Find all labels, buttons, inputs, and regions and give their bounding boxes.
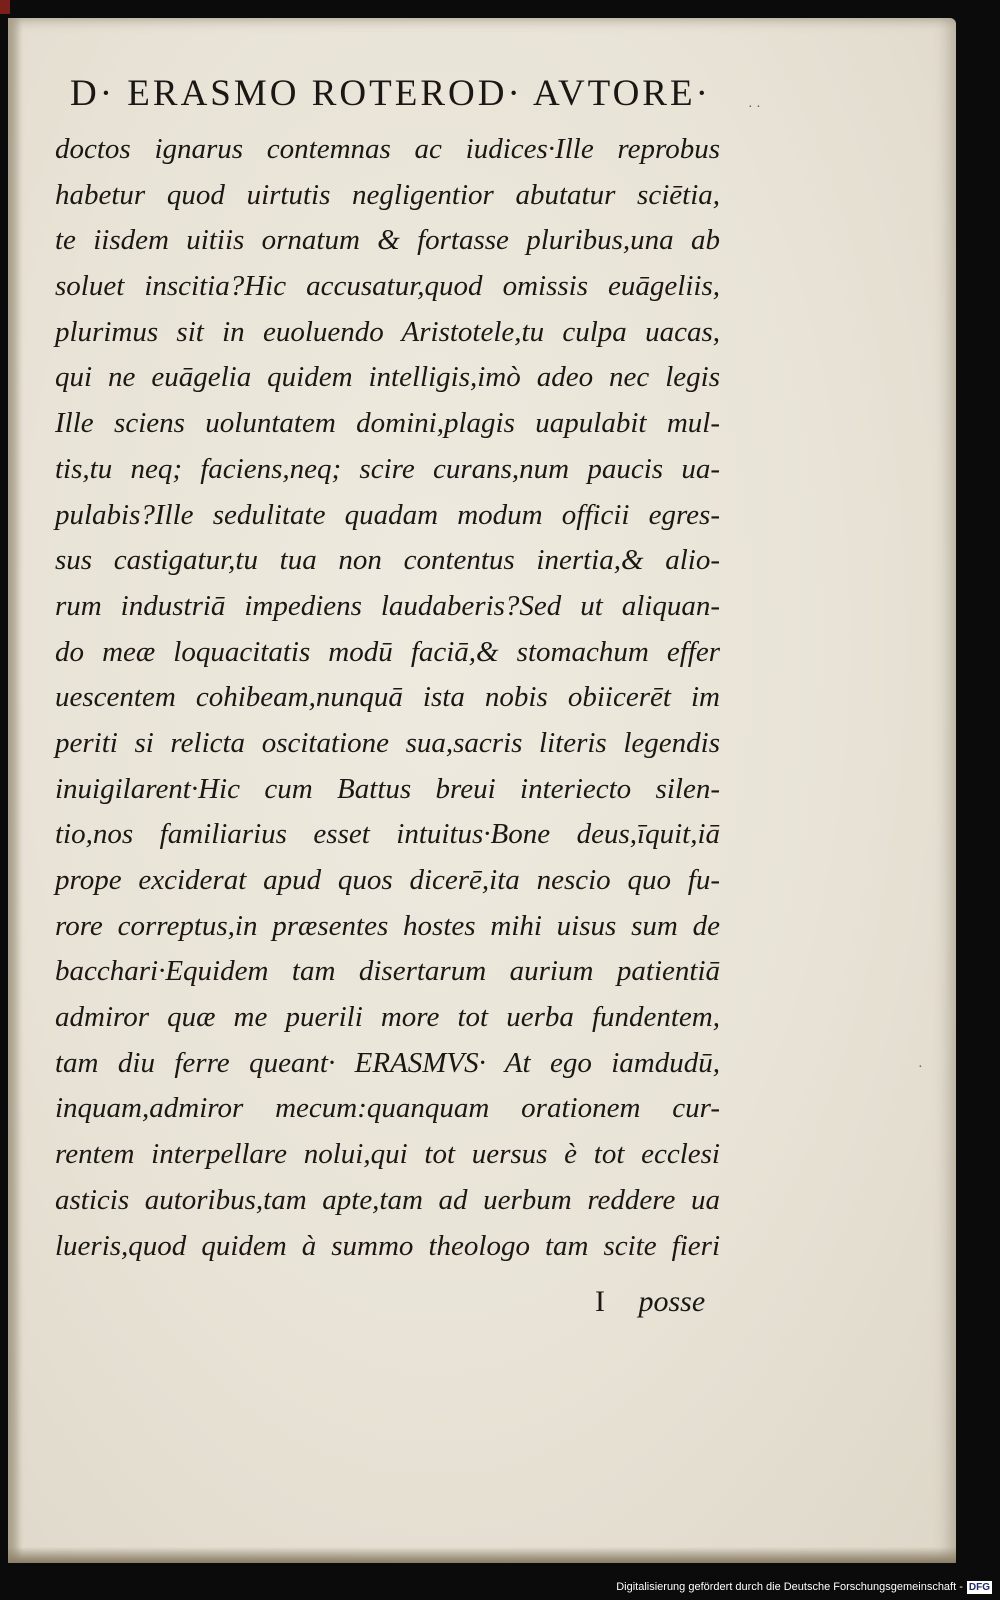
- text-line: uescentem cohibeam,nunquā ista nobis obiicerēt im: [55, 681, 720, 714]
- text-line: rentem interpellare nolui,qui tot uersus è tot ecclesi: [55, 1138, 720, 1171]
- text-line: admiror quæ me puerili more tot uerba fundentem,: [55, 1001, 720, 1034]
- text-line: pulabis?Ille sedulitate quadam modum officii egres-: [55, 498, 720, 531]
- text-line: periti si relicta oscitatione sua,sacris literis legendis: [55, 726, 720, 759]
- text-line: te iisdem uitiis ornatum & fortasse pluribus,una ab: [55, 224, 720, 257]
- digitization-footer: [616, 1576, 992, 1598]
- page-gutter-shadow: [8, 18, 22, 1563]
- corner-mark: [0, 0, 10, 14]
- text-line: prope exciderat apud quos dicerē,ita nescio quo fu-: [55, 864, 720, 896]
- catchword-line: [595, 1285, 725, 1319]
- text-line: rore correptus,in præsentes hostes mihi uisus sum de: [55, 909, 720, 942]
- body-text: [55, 127, 720, 1269]
- footer-text: Digitalisierung gefördert durch die Deutsche Forschungsgemeinschaft -: [616, 1581, 963, 1593]
- text-line: bacchari·Equidem tam disertarum aurium patientiā: [55, 955, 720, 988]
- speck-mark: · ·: [748, 100, 761, 115]
- text-line: soluet inscitia?Hic accusatur,quod omissis euāgeliis,: [55, 270, 720, 303]
- speck-mark: ·: [918, 1060, 923, 1075]
- text-line: habetur quod uirtutis negligentior abutatur sciētia,: [55, 178, 720, 211]
- text-line: sus castigatur,tu tua non contentus inertia,& alio-: [55, 544, 720, 577]
- text-line: lueris,quod quidem à summo theologo tam scite fieri: [55, 1229, 720, 1262]
- text-line: tam diu ferre queant· ERASMVS· At ego iamdudū,: [55, 1046, 720, 1079]
- text-line: tio,nos familiarius esset intuitus·Bone deus,īquit,iā: [55, 818, 720, 851]
- text-line: qui ne euāgelia quidem intelligis,imò adeo nec legis: [55, 361, 720, 394]
- text-line: inquam,admiror mecum:quanquam orationem cur-: [55, 1092, 720, 1125]
- text-line: do meæ loquacitatis modū faciā,& stomachum effer: [55, 635, 720, 668]
- running-header: D· ERASMO ROTEROD· AVTORE·: [70, 73, 711, 114]
- text-line: tis,tu neq; faciens,neq; scire curans,num paucis ua-: [55, 452, 720, 485]
- text-line: rum industriā impediens laudaberis?Sed ut aliquan-: [55, 589, 720, 622]
- text-line: inuigilarent·Hic cum Battus breui interiecto silen-: [55, 772, 720, 805]
- page-bottom-edge: [8, 1547, 956, 1563]
- catchword: posse: [638, 1285, 706, 1318]
- text-line: Ille sciens uoluntatem domini,plagis uapulabit mul-: [55, 407, 720, 440]
- text-line: asticis autoribus,tam apte,tam ad uerbum reddere ua: [55, 1183, 720, 1216]
- text-line: plurimus sit in euoluendo Aristotele,tu culpa uacas,: [55, 315, 720, 348]
- signature-mark: I: [595, 1285, 605, 1318]
- dfg-logo: DFG: [968, 1581, 990, 1593]
- text-line: doctos ignarus contemnas ac iudices·Ille reprobus: [55, 133, 720, 165]
